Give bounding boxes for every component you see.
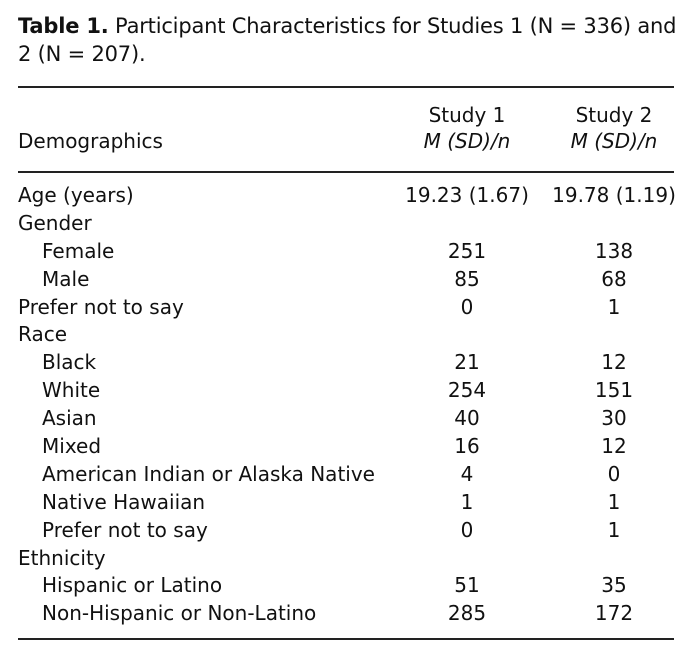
table-row [0,571,691,599]
study-1-value: 85 [454,266,480,291]
header-study-2-title: Study 2 [575,103,653,127]
table-title: Participant Characteristics for Studies 1 (N = 336) and 2 (N = 207). [18,14,677,66]
table-row [0,293,691,321]
row-label: Prefer not to say [42,517,208,542]
header-study-2 [549,102,679,154]
row-label: Ethnicity [18,545,106,570]
study-2-value: 1 [607,517,621,542]
row-label: Native Hawaiian [42,489,206,514]
study-2-value: 35 [601,573,627,598]
row-label: Female [42,238,115,263]
study-1-value: 254 [447,378,487,403]
header-demographics: Demographics [18,129,163,153]
study-1-value: 19.23 (1.67) [405,183,529,207]
table-row [0,265,691,293]
row-label: Mixed [42,434,102,459]
study-2-value: 30 [601,406,627,431]
table-row [0,516,691,544]
row-label: Age (years) [18,183,134,207]
table-label: Table 1. [18,14,109,38]
table-row [0,237,691,265]
header-study-2-stat: M (SD)/n [570,129,658,153]
study-1-value: 4 [460,461,474,486]
study-1-value: 1 [460,489,474,514]
header-study-1-title: Study 1 [428,103,506,127]
row-label: Asian [42,406,97,431]
header-rule [18,171,674,173]
row-label: Male [42,266,90,291]
table-row [0,460,691,488]
study-1-value: 40 [454,406,480,431]
study-2-value: 12 [601,350,627,375]
row-label: Black [42,350,97,375]
table-body [0,181,691,627]
table-row [0,348,691,376]
study-2-value: 68 [601,266,627,291]
table-row [0,181,691,209]
row-label: White [42,378,101,403]
study-2-value: 138 [594,238,634,263]
header-study-1-stat: M (SD)/n [423,129,511,153]
row-label: Hispanic or Latino [42,573,223,598]
table-row [0,209,691,237]
bottom-rule [18,638,674,640]
table-row [0,599,691,627]
table-row [0,376,691,404]
table-row [0,488,691,516]
header-study-1 [402,102,532,154]
top-rule [18,86,674,88]
study-2-value: 172 [594,601,634,626]
table-caption [18,12,678,68]
table-row [0,432,691,460]
study-2-value: 1 [607,489,621,514]
row-label: Gender [18,210,92,235]
table-row [0,320,691,348]
table-row [0,404,691,432]
study-1-value: 285 [447,601,487,626]
study-1-value: 0 [460,517,474,542]
study-2-value: 1 [607,294,621,319]
study-2-value: 151 [594,378,634,403]
study-2-value: 0 [607,461,621,486]
study-1-value: 251 [447,238,487,263]
row-label: Non-Hispanic or Non-Latino [42,601,317,626]
study-1-value: 51 [454,573,480,598]
row-label: Prefer not to say [18,294,184,319]
study-1-value: 0 [460,294,474,319]
row-label: American Indian or Alaska Native [42,461,375,486]
study-2-value: 12 [601,434,627,459]
study-1-value: 16 [454,434,480,459]
table-row [0,544,691,572]
row-label: Race [18,322,68,347]
study-1-value: 21 [454,350,480,375]
study-2-value: 19.78 (1.19) [552,183,676,207]
